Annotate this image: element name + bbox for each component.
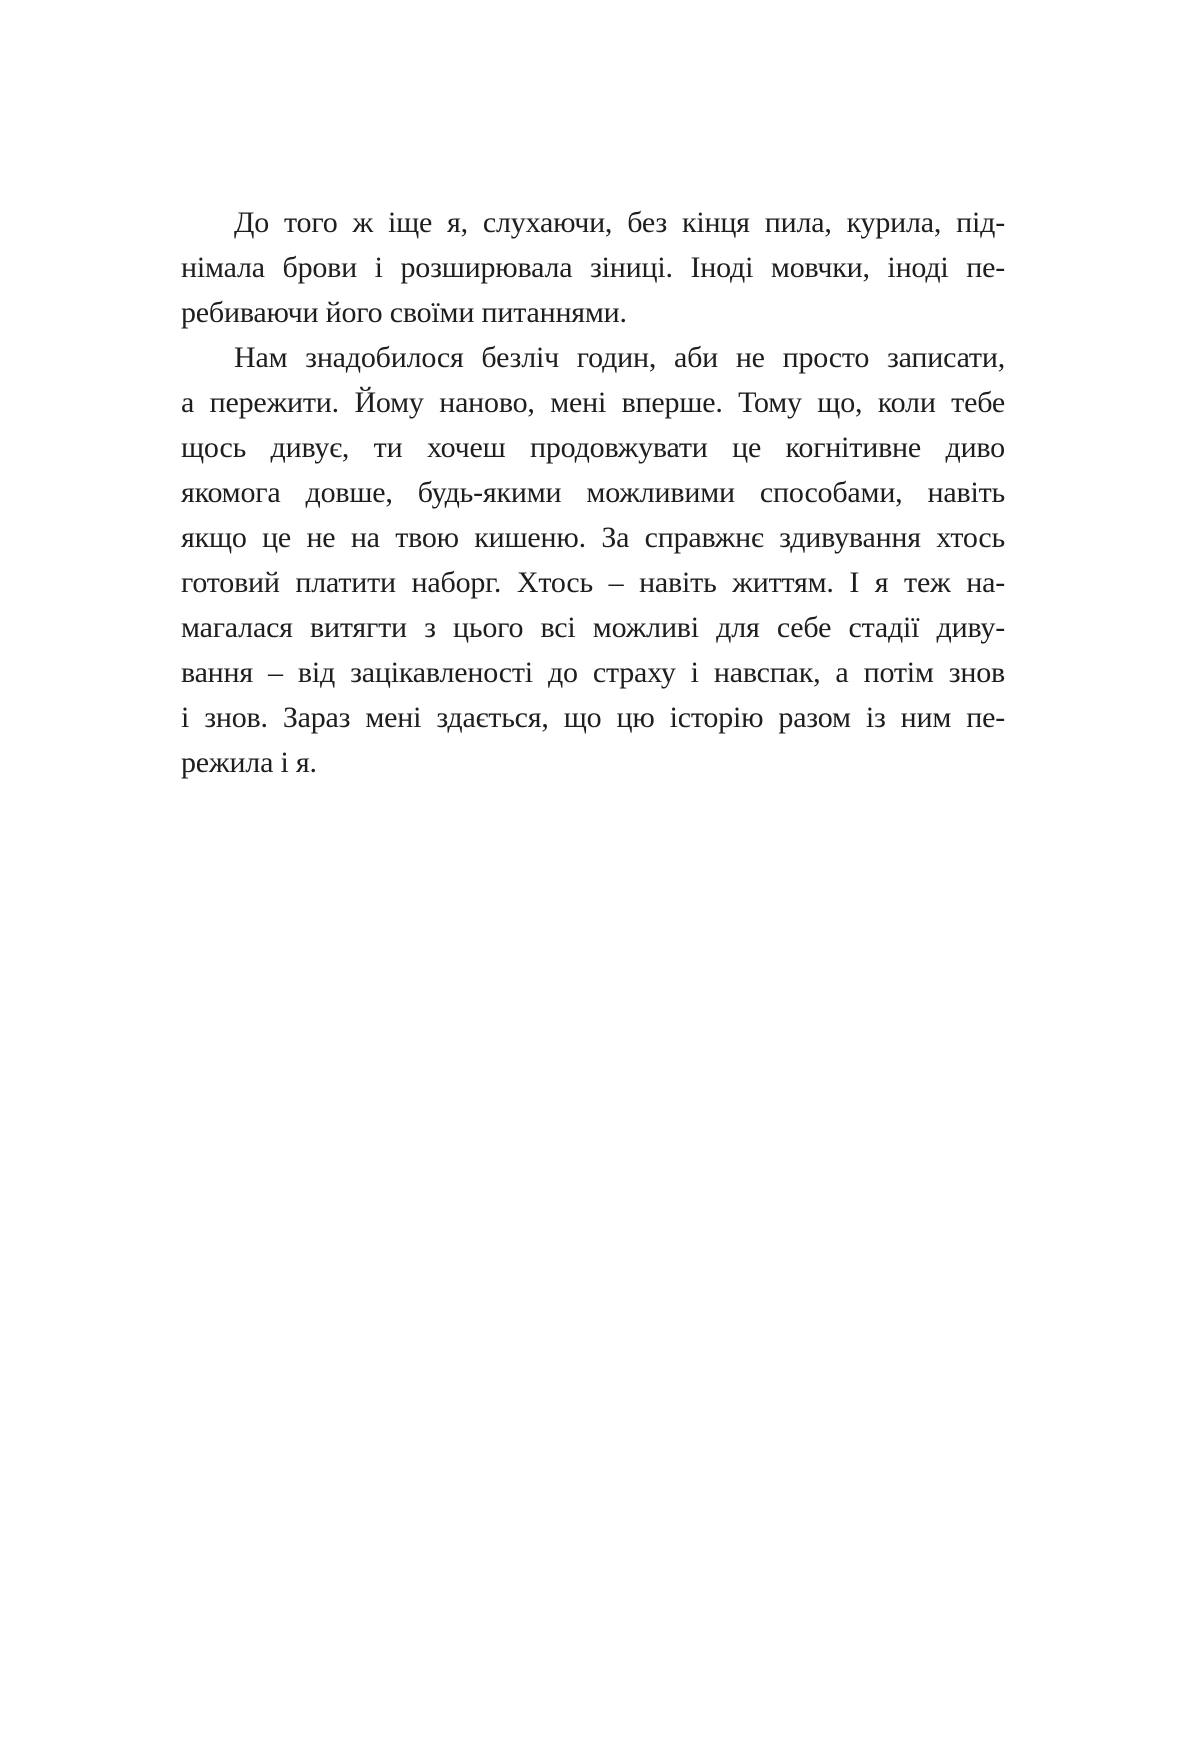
text-line: німала брови і розширювала зіниці. Іноді мовчки, іноді пе-: [181, 251, 1005, 284]
text-line: вання – від зацікавленості до страху і навспак, а потім знов: [181, 656, 1005, 689]
text-line: режила і я.: [181, 746, 317, 779]
paragraph-2: [181, 335, 1005, 785]
text-line: якомога довше, будь-якими можливими способами, навіть: [181, 476, 1005, 509]
text-line: а пережити. Йому наново, мені вперше. Тому що, коли тебе: [181, 386, 1005, 419]
text-line: До того ж іще я, слухаючи, без кінця пила, курила, під-: [234, 206, 1005, 239]
text-line: щось дивує, ти хочеш продовжувати це когнітивне диво: [181, 431, 1005, 464]
text-line: готовий платити наборг. Хтось – навіть життям. І я теж на-: [181, 566, 1005, 599]
text-line: якщо це не на твою кишеню. За справжнє здивування хтось: [181, 521, 1005, 554]
text-line: ребиваючи його своїми питаннями.: [181, 296, 627, 329]
text-line: і знов. Зараз мені здається, що цю історію разом із ним пе-: [181, 701, 1005, 734]
text-line: магалася витягти з цього всі можливі для себе стадії диву-: [181, 611, 1005, 644]
text-line: Нам знадобилося безліч годин, аби не просто записати,: [234, 341, 1005, 374]
body-text: [181, 200, 1005, 785]
paragraph-1: [181, 200, 1005, 335]
